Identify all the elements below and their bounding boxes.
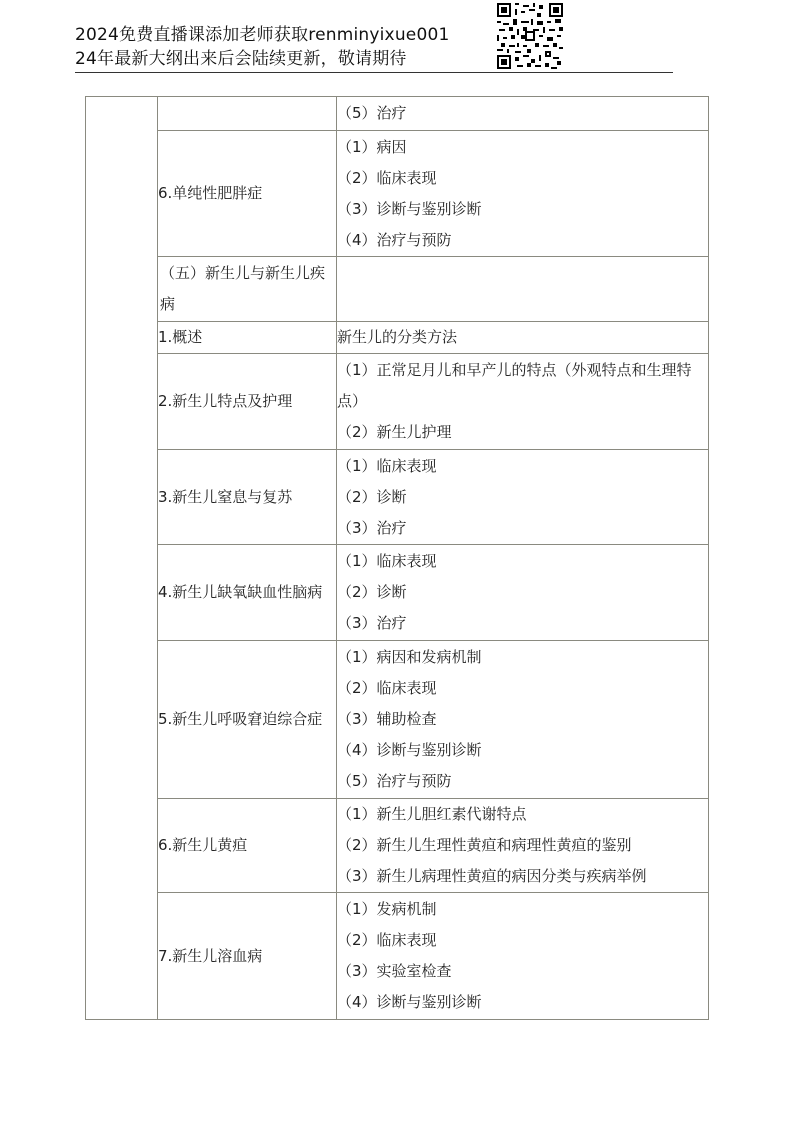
point-item: （1）临床表现 xyxy=(337,456,437,475)
topic-cell: 6.新生儿黄疸 xyxy=(158,799,337,893)
topic-cell: 6.单纯性肥胖症 xyxy=(158,131,337,257)
point-item: （5）治疗与预防 xyxy=(337,772,452,790)
point-item: （3）诊断与鉴别诊断 xyxy=(337,199,482,218)
points-cell xyxy=(337,257,709,322)
topic-cell: 2.新生儿特点及护理 xyxy=(158,354,337,450)
points-cell xyxy=(337,893,709,1020)
point-item: 新生儿的分类方法 xyxy=(337,328,458,346)
qr-code-icon xyxy=(497,3,563,69)
point-item: （1）病因 xyxy=(337,137,407,156)
point-item: （4）诊断与鉴别诊断 xyxy=(337,741,482,759)
points-cell xyxy=(337,322,709,354)
point-item: （2）新生儿生理性黄疸和病理性黄疸的鉴别 xyxy=(337,836,632,854)
point-item: （1）病因和发病机制 xyxy=(337,648,482,666)
table-row xyxy=(86,322,709,354)
unit-cell xyxy=(86,97,158,1020)
point-item: （5）治疗 xyxy=(337,104,407,122)
point-item: （2）临床表现 xyxy=(337,931,437,949)
point-item: （1）临床表现 xyxy=(337,552,437,570)
syllabus-table xyxy=(85,96,709,1020)
points-cell xyxy=(337,131,709,257)
table-row xyxy=(86,893,709,1020)
point-item: （2）新生儿护理 xyxy=(337,423,452,441)
table-row xyxy=(86,354,709,450)
point-item: （2）诊断 xyxy=(337,583,407,601)
point-item: （1）正常足月儿和早产儿的特点（外观特点和生理特点） xyxy=(337,361,692,410)
table-row xyxy=(86,131,709,257)
section-heading-cell: （五）新生儿与新生儿疾病 xyxy=(158,257,337,322)
table-row xyxy=(86,97,709,131)
point-item: （3）治疗 xyxy=(337,518,407,537)
point-item: （1）新生儿胆红素代谢特点 xyxy=(337,805,527,823)
point-item: （2）临床表现 xyxy=(337,168,437,187)
topic-cell: 5.新生儿呼吸窘迫综合症 xyxy=(158,641,337,799)
points-cell xyxy=(337,97,709,131)
point-item: （4）诊断与鉴别诊断 xyxy=(337,993,482,1011)
table-row xyxy=(86,257,709,322)
table-row xyxy=(86,641,709,799)
points-cell xyxy=(337,799,709,893)
point-item: （3）辅助检查 xyxy=(337,710,437,728)
table-row xyxy=(86,450,709,545)
promo-header xyxy=(75,20,675,76)
point-item: （3）治疗 xyxy=(337,614,407,632)
promo-line-1: 2024免费直播课添加老师获取renminyixue001 xyxy=(75,25,450,45)
topic-cell: 3.新生儿窒息与复苏 xyxy=(158,450,337,545)
promo-line-2: 24年最新大纲出来后会陆续更新，敬请期待 xyxy=(75,49,407,69)
point-item: （1）发病机制 xyxy=(337,900,437,918)
header-divider xyxy=(75,72,673,73)
points-cell xyxy=(337,641,709,799)
topic-cell: 1.概述 xyxy=(158,322,337,354)
points-cell xyxy=(337,545,709,641)
point-item: （2）临床表现 xyxy=(337,679,437,697)
point-item: （4）治疗与预防 xyxy=(337,230,452,249)
topic-cell: 7.新生儿溶血病 xyxy=(158,893,337,1020)
point-item: （3）新生儿病理性黄疸的病因分类与疾病举例 xyxy=(337,867,647,885)
points-cell xyxy=(337,354,709,450)
table-row xyxy=(86,799,709,893)
point-item: （3）实验室检查 xyxy=(337,962,452,980)
table-row xyxy=(86,545,709,641)
topic-cell: 4.新生儿缺氧缺血性脑病 xyxy=(158,545,337,641)
point-item: （2）诊断 xyxy=(337,487,407,506)
topic-cell xyxy=(158,97,337,131)
points-cell xyxy=(337,450,709,545)
